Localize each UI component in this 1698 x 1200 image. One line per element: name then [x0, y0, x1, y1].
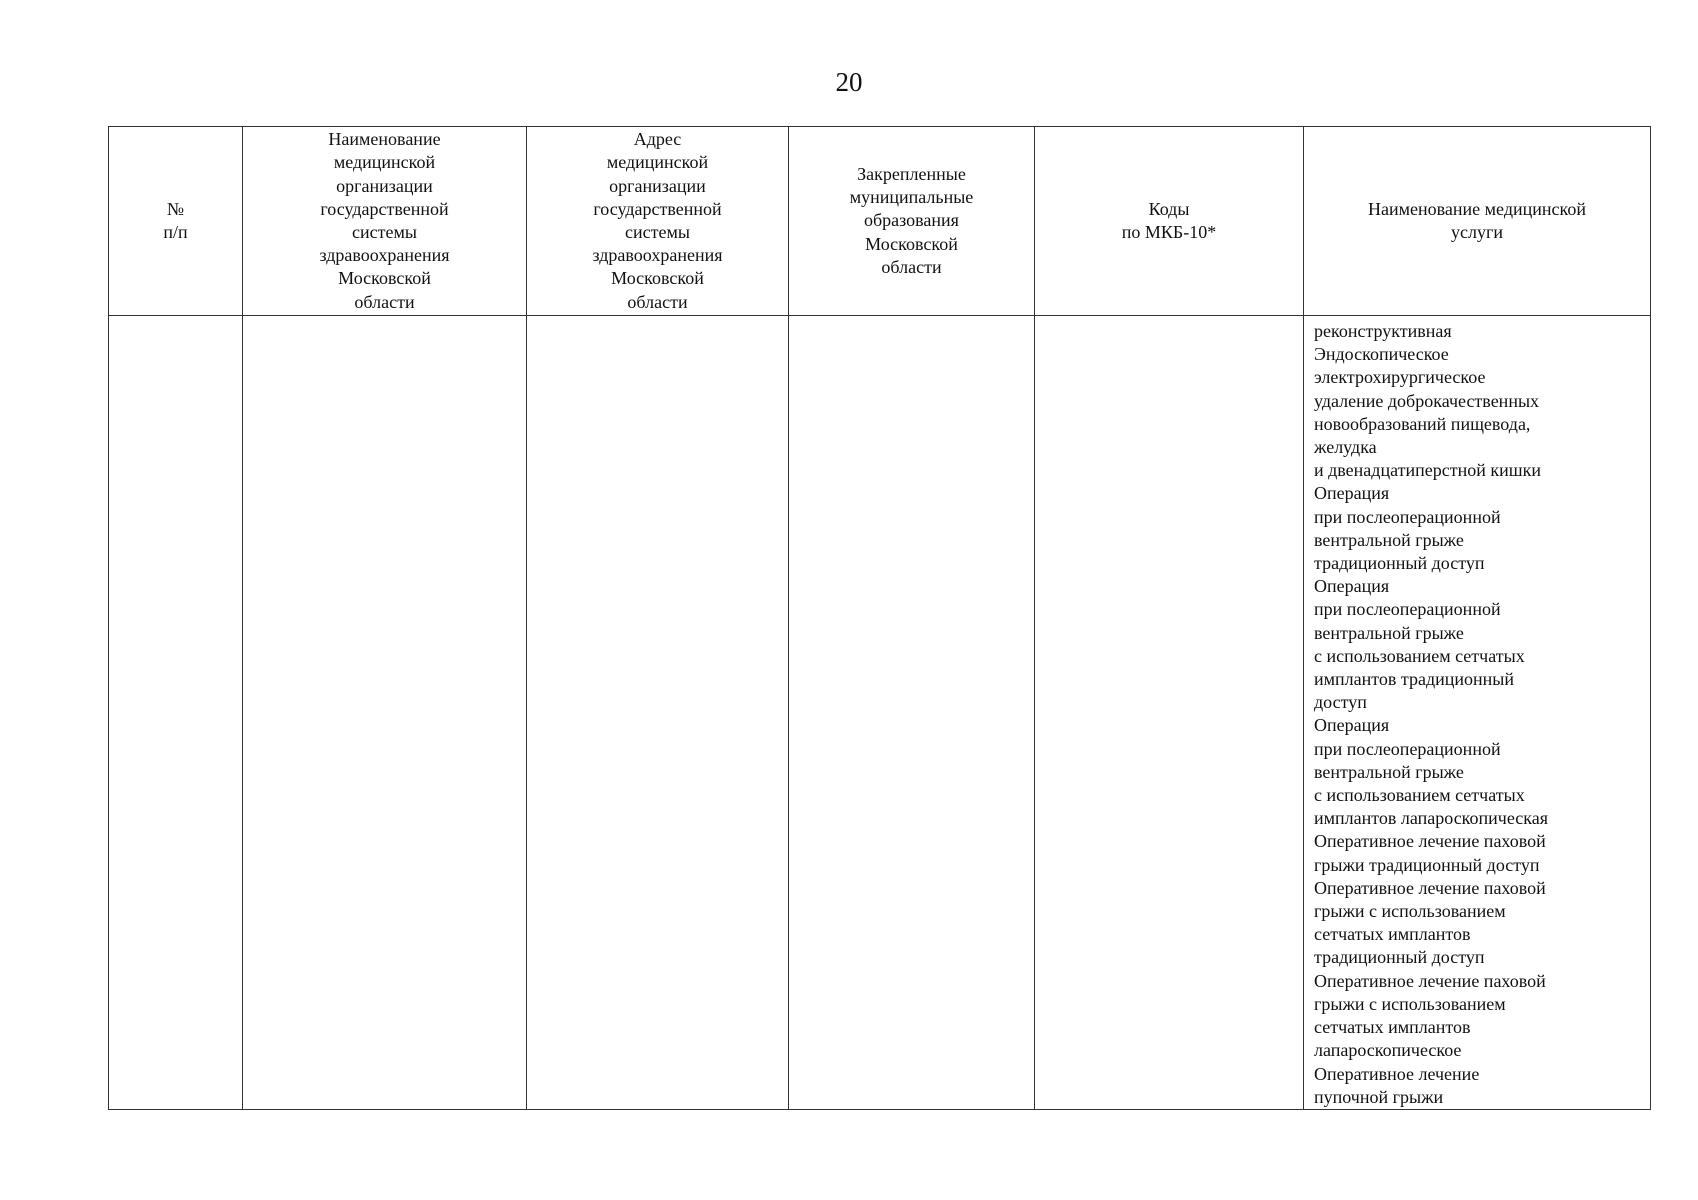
- service-line: электрохирургическое: [1314, 367, 1486, 388]
- services-table: [108, 126, 1651, 1110]
- service-line: при послеоперационной: [1314, 506, 1501, 527]
- service-line: новообразований пищевода,: [1314, 413, 1531, 434]
- cell-org-name: [243, 316, 527, 1110]
- service-line: грыжи с использованием: [1314, 901, 1506, 922]
- service-line: лапароскопическое: [1314, 1040, 1462, 1061]
- cell-org-address: [527, 316, 789, 1110]
- page-number: 20: [835, 67, 863, 97]
- cell-number: [109, 316, 243, 1110]
- service-line: Оперативное лечение паховой: [1314, 877, 1546, 898]
- service-line: желудка: [1314, 437, 1377, 458]
- service-line: сетчатых имплантов: [1314, 1017, 1471, 1038]
- header-municipalities: Закрепленные муниципальные образования Московской области: [789, 127, 1035, 316]
- service-line: Операция: [1314, 576, 1390, 597]
- service-line: традиционный доступ: [1314, 553, 1485, 574]
- service-line: вентральной грыже: [1314, 622, 1464, 643]
- service-line: реконструктивная: [1314, 321, 1452, 341]
- header-org-address: Адрес медицинской организации государственной системы здравоохранения Московской области: [527, 127, 789, 316]
- service-line: имплантов лапароскопическая: [1314, 808, 1548, 829]
- service-line: Оперативное лечение: [1314, 1063, 1480, 1084]
- service-line: грыжи традиционный доступ: [1314, 854, 1540, 875]
- table-header-row: [109, 127, 1651, 316]
- cell-municipalities: [789, 316, 1035, 1110]
- service-line: Оперативное лечение паховой: [1314, 831, 1546, 852]
- header-org-name: Наименование медицинской организации государственной системы здравоохранения Московской области: [243, 127, 527, 316]
- service-line: Эндоскопическое: [1314, 344, 1449, 365]
- service-line: традиционный доступ: [1314, 947, 1485, 968]
- service-line: Операция: [1314, 483, 1390, 504]
- service-line: Оперативное лечение паховой: [1314, 970, 1546, 991]
- cell-icd-codes: [1035, 316, 1304, 1110]
- header-service-name: Наименование медицинской услуги: [1304, 127, 1651, 316]
- service-line: с использованием сетчатых: [1314, 785, 1525, 806]
- service-line: вентральной грыже: [1314, 761, 1464, 782]
- table-row: [109, 316, 1651, 1110]
- service-line: вентральной грыже: [1314, 529, 1464, 550]
- service-line: доступ: [1314, 692, 1367, 713]
- service-line: сетчатых имплантов: [1314, 924, 1471, 945]
- service-line: и двенадцатиперстной кишки: [1314, 460, 1541, 481]
- service-line: имплантов традиционный: [1314, 669, 1515, 690]
- service-list: [1304, 316, 1650, 1109]
- service-line: при послеоперационной: [1314, 599, 1501, 620]
- service-line: удаление доброкачественных: [1314, 390, 1540, 411]
- header-icd-codes: Коды по МКБ-10*: [1035, 127, 1304, 316]
- cell-service-name: [1304, 316, 1651, 1110]
- service-line: пупочной грыжи: [1314, 1086, 1444, 1107]
- service-line: грыжи с использованием: [1314, 993, 1506, 1014]
- service-line: с использованием сетчатых: [1314, 645, 1525, 666]
- service-line: Операция: [1314, 715, 1390, 736]
- service-line: при послеоперационной: [1314, 738, 1501, 759]
- header-number: № п/п: [109, 127, 243, 316]
